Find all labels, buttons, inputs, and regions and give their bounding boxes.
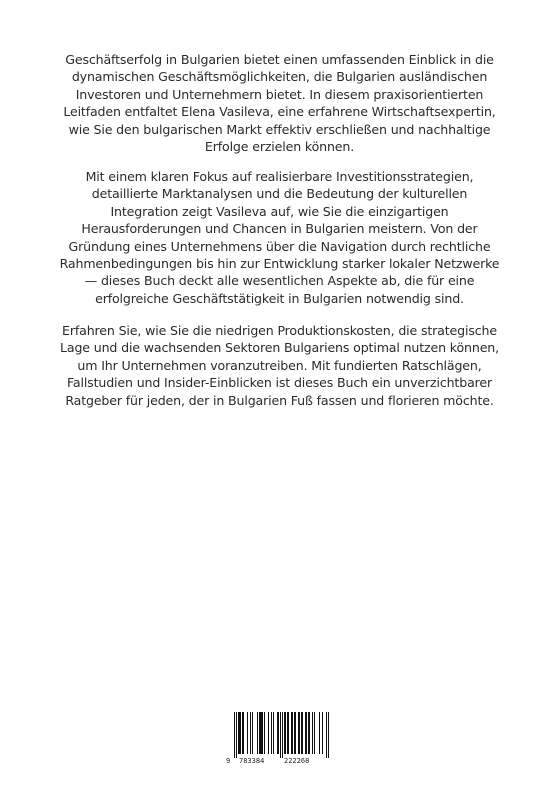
barcode-bar — [259, 712, 260, 754]
barcode-bar — [238, 712, 239, 754]
barcode-bar — [261, 712, 262, 754]
barcode-bar — [292, 712, 293, 754]
barcode-bar — [328, 712, 329, 758]
blurb-paragraph-2: Mit einem klaren Fokus auf realisierbare Investitionsstrategien, detaillierte Marktanalysen und die Bedeutung der kulturellen Integration zeigt Vasileva auf, wie Sie die einzigartigen Herausforderungen und Chancen in Bulgarien meistern. Von der Gründung eines Unternehmens über die Navigation durch rechtliche Rahmenbedingungen bis hin zur Entwicklung starker lokaler Netzwerke — dieses Buch deckt alle wesentlichen Aspekte ab, die für eine erfolgreiche Geschäftstätigkeit in Bulgarien notwendig sind. — [59, 169, 500, 306]
barcode-bar — [302, 712, 303, 754]
blurb-paragraph-3: Erfahren Sie, wie Sie die niedrigen Produktionskosten, die strategische Lage und die wachsenden Sektoren Bulgariens optimal nutzen können, um Ihr Unternehmen voranzutreiben. Mit fundierten Ratschlägen, Fallstudien und Insider-Einblicken ist dieses Buch ein unverzichtbarer Ratgeber für jeden, der in Bulgarien Fuß fassen und florieren möchte. — [60, 323, 499, 408]
barcode-bar — [236, 712, 237, 758]
barcode-bar — [314, 712, 315, 754]
barcode-bar — [268, 712, 269, 754]
barcode-bar — [306, 712, 307, 754]
barcode-bar — [257, 712, 258, 754]
barcode-bar — [284, 712, 285, 754]
barcode-bar — [239, 712, 240, 754]
barcode-bar — [308, 712, 309, 754]
barcode-bar — [277, 712, 278, 754]
barcode-bar — [294, 712, 295, 754]
barcode-graphic — [224, 710, 334, 766]
barcode-bar — [240, 712, 241, 754]
barcode-bar — [250, 712, 251, 754]
barcode-bar — [312, 712, 313, 754]
barcode-bar — [287, 712, 288, 754]
barcode-bar — [301, 712, 302, 754]
barcode-bar — [271, 712, 272, 754]
barcode-bar — [280, 712, 281, 758]
barcode-bar — [282, 712, 283, 758]
barcode-right-digits: 222268 — [284, 757, 310, 765]
barcode-bar — [242, 712, 243, 754]
barcode-bar — [260, 712, 261, 754]
barcode-first-digit: 9 — [226, 757, 231, 765]
barcode-bar — [299, 712, 300, 754]
barcode-bars — [234, 712, 329, 758]
isbn-barcode — [224, 710, 334, 766]
blurb-paragraph-1: Geschäftserfolg in Bulgarien bietet einen umfassenden Einblick in die dynamischen Geschäftsmöglichkeiten, die Bulgarien ausländischen Investoren und Unternehmern bietet. In diesem praxisorientierten Leitfaden entfaltet Elena Vasileva, eine erfahrene Wirtschaftsexpertin, wie Sie den bulgarischen Markt effektiv erschließen und nachhaltige Erfolge erzielen können. — [63, 52, 496, 155]
barcode-bar — [326, 712, 327, 758]
barcode-bar — [285, 712, 286, 754]
barcode-bar — [305, 712, 306, 754]
barcode-bar — [252, 712, 253, 754]
barcode-bar — [243, 712, 244, 754]
barcode-bar — [319, 712, 320, 754]
barcode-bar — [295, 712, 296, 754]
barcode-bar — [262, 712, 263, 754]
barcode-bar — [298, 712, 299, 754]
barcode-bar — [288, 712, 289, 754]
barcode-bar — [291, 712, 292, 754]
barcode-bar — [247, 712, 248, 754]
barcode-bar — [278, 712, 279, 754]
barcode-bar — [273, 712, 274, 754]
barcode-bar — [264, 712, 265, 754]
barcode-left-digits: 783384 — [239, 757, 265, 765]
barcode-bar — [322, 712, 323, 754]
barcode-bar — [309, 712, 310, 754]
barcode-bar — [234, 712, 235, 758]
